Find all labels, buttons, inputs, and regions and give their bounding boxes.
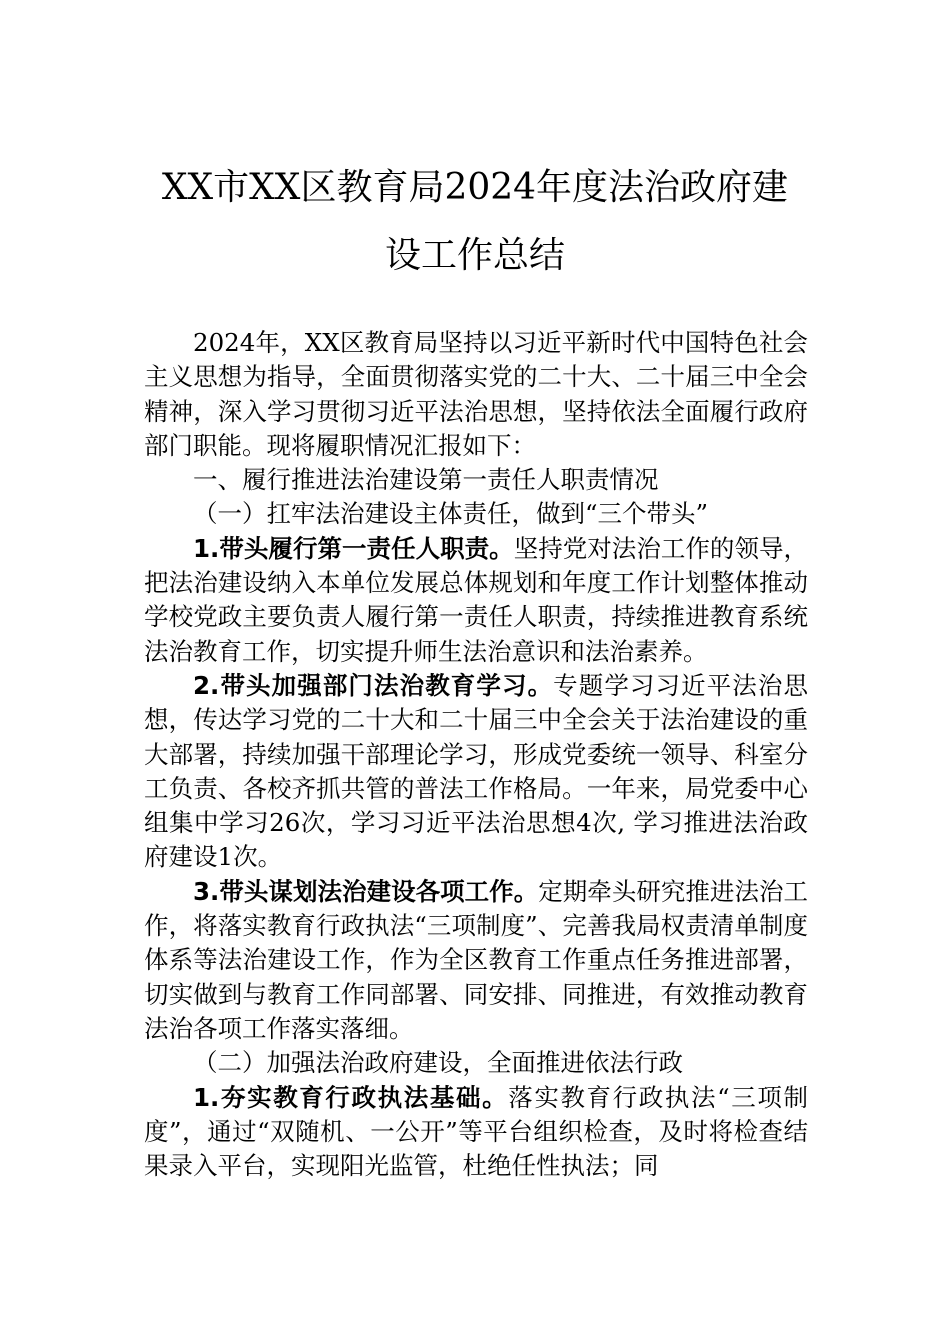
paragraph-item-2 <box>144 669 808 875</box>
document-body <box>144 326 808 1183</box>
paragraph-lead: 1.夯实教育行政执法基础。 <box>193 1082 509 1112</box>
subsection-heading-2 <box>144 1046 808 1080</box>
document-title-line-1: XX市XX区教育局2024年度法治政府建 <box>161 167 789 208</box>
paragraph-lead: 1.带头履行第一责任人职责。 <box>193 533 514 563</box>
paragraph-lead: 3.带头谋划法治建设各项工作。 <box>193 876 539 906</box>
document-title-line-2: 设工作总结 <box>384 235 565 276</box>
subsection-heading-1 <box>144 497 808 531</box>
paragraph-text: 落实教育行政执法“三项制度”，通过“双随机、一公开”等平台组织检查，及时将检查结果录入平台，实现阳光监管，杜绝任性执法；同 <box>144 1082 808 1181</box>
paragraph-text: 定期牵头研究推进法治工作，将落实教育行政执法“三项制度”、完善我局权责清单制度体系等法治建设工作，作为全区教育工作重点任务推进部署，切实做到与教育工作同部署、同安排、同推进，有效推动教育法治各项工作落实落细。 <box>144 876 809 1043</box>
paragraph-lead: 2.带头加强部门法治教育学习。 <box>193 670 554 700</box>
paragraph-text: 坚持党对法治工作的领导，把法治建设纳入本单位发展总体规划和年度工作计划整体推动学校党政主要负责人履行第一责任人职责，持续推进教育系统法治教育工作，切实提升师生法治意识和法治素养。 <box>144 533 808 666</box>
paragraph-text: （二）加强法治政府建设，全面推进依法行政 <box>193 1048 683 1078</box>
paragraph-text: 2024年，XX区教育局坚持以习近平新时代中国特色社会主义思想为指导，全面贯彻落实党的二十大、二十届三中全会精神，深入学习贯彻习近平法治思想，坚持依法全面履行政府部门职能。现将履职情况汇报如下： <box>144 328 808 460</box>
paragraph-item-4 <box>144 1081 808 1184</box>
paragraph-intro <box>144 326 808 463</box>
section-heading-1 <box>144 463 808 497</box>
paragraph-text: 一、履行推进法治建设第一责任人职责情况 <box>193 465 659 495</box>
paragraph-item-1 <box>144 532 808 669</box>
paragraph-text: 专题学习习近平法治思想，传达学习党的二十大和二十届三中全会关于法治建设的重大部署，持续加强干部理论学习，形成党委统一领导、科室分工负责、各校齐抓共管的普法工作格局。一年来，局党委中心组集中学习26次，学习习近平法治思想4次, 学习推进法治政府建设1次。 <box>144 670 808 872</box>
paragraph-item-3 <box>144 875 808 1046</box>
paragraph-text: （一）扛牢法治建设主体责任，做到“三个带头” <box>193 499 709 529</box>
